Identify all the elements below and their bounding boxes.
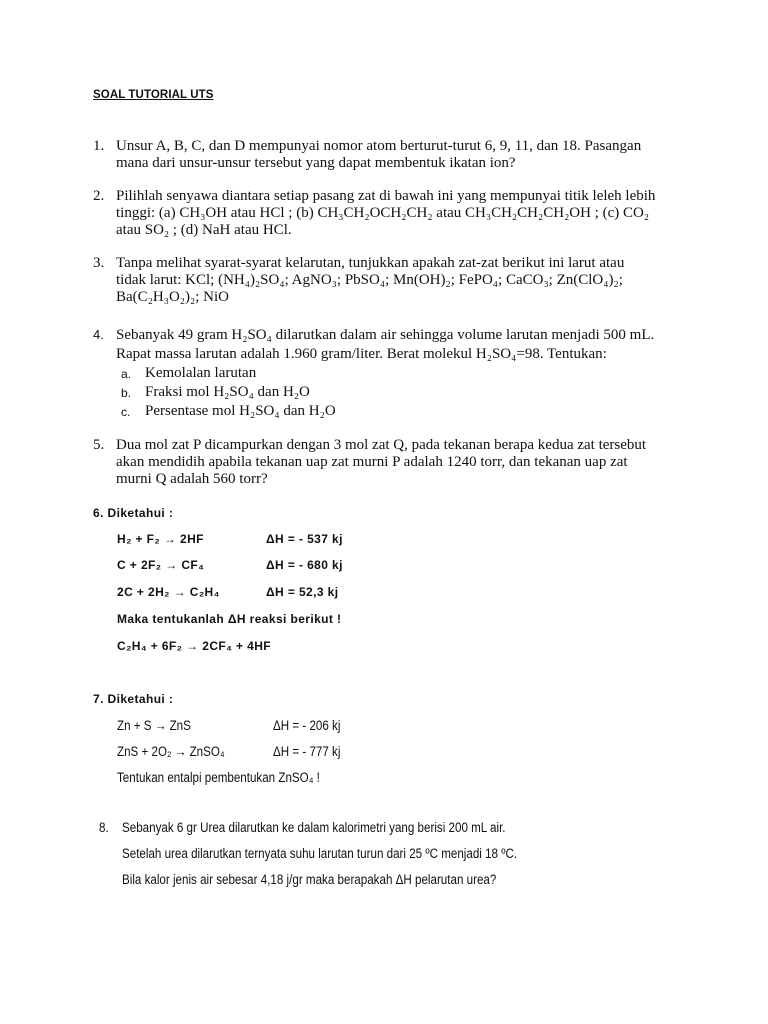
question-3 bbox=[93, 255, 683, 306]
question-number: 8. bbox=[99, 820, 109, 835]
question-number: 4. bbox=[93, 327, 104, 342]
page-title: SOAL TUTORIAL UTS bbox=[93, 89, 214, 101]
question-text: Sebanyak 6 gr Urea dilarutkan ke dalam kalorimetri yang berisi 200 mL air. bbox=[122, 820, 506, 835]
enthalpy-value: ΔH = - 537 kj bbox=[266, 532, 343, 546]
question-5 bbox=[93, 437, 683, 488]
enthalpy-value: ΔH = 52,3 kj bbox=[266, 585, 339, 599]
question-number: 5. bbox=[93, 437, 105, 453]
sub-item-a bbox=[121, 364, 683, 383]
sub-item-label: c. bbox=[121, 405, 131, 419]
question-text: akan mendidih apabila tekanan uap zat murni P adalah 1240 torr, dan tekanan uap zat bbox=[116, 454, 628, 470]
question-text: Tentukan entalpi pembentukan ZnSO₄ ! bbox=[117, 770, 320, 785]
reaction-equation: 2C + 2H₂ → C₂H₄ bbox=[117, 585, 220, 599]
question-text: Bila kalor jenis air sebesar 4,18 j/gr maka berapakah ΔH pelarutan urea? bbox=[122, 872, 497, 887]
question-2 bbox=[93, 188, 683, 239]
enthalpy-value: ΔH = - 777 kj bbox=[273, 744, 341, 759]
question-text: Unsur A, B, C, dan D mempunyai nomor atom berturut-turut 6, 9, 11, dan 18. Pasangan bbox=[116, 138, 642, 154]
question-text: Sebanyak 49 gram H₂SO₄ dilarutkan dalam air sehingga volume larutan menjadi 500 mL. bbox=[116, 327, 655, 343]
question-text: tidak larut: KCl; (NH₄)₂SO₄; AgNO₃; PbSO₄; Mn(OH)₂; FePO₄; CaCO₃; Zn(ClO₄)₂; bbox=[116, 272, 623, 288]
sub-item-c bbox=[121, 402, 683, 421]
question-header: 6. Diketahui : bbox=[93, 506, 174, 520]
question-number: 3. bbox=[93, 255, 105, 271]
question-text: atau SO₂ ; (d) NaH atau HCl. bbox=[116, 222, 292, 238]
question-text: Setelah urea dilarutkan ternyata suhu larutan turun dari 25 ºC menjadi 18 ºC. bbox=[122, 846, 518, 861]
reaction-equation: C + 2F₂ → CF₄ bbox=[117, 558, 205, 572]
sub-item-text: Kemolalan larutan bbox=[145, 365, 257, 381]
sub-item-b bbox=[121, 383, 683, 402]
reaction-equation: ZnS + 2O₂ → ZnSO₄ bbox=[117, 744, 225, 759]
question-4 bbox=[93, 326, 683, 421]
question-number: 2. bbox=[93, 188, 105, 204]
sub-item-text: Persentase mol H₂SO₄ dan H₂O bbox=[145, 403, 336, 419]
question-text: Dua mol zat P dicampurkan dengan 3 mol zat Q, pada tekanan berapa kedua zat tersebut bbox=[116, 437, 647, 453]
question-header: 7. Diketahui : bbox=[93, 692, 174, 706]
question-number: 1. bbox=[93, 138, 105, 154]
question-text: tinggi: (a) CH₃OH atau HCl ; (b) CH₃CH₂OCH₂CH₂ atau CH₃CH₂CH₂CH₂OH ; (c) CO₂ bbox=[116, 205, 650, 221]
question-text: Tanpa melihat syarat-syarat kelarutan, tunjukkan apakah zat-zat berikut ini larut atau bbox=[116, 255, 625, 271]
reaction-equation: Zn + S → ZnS bbox=[117, 718, 191, 733]
reaction-equation: H₂ + F₂ → 2HF bbox=[117, 532, 204, 546]
sub-item-text: Fraksi mol H₂SO₄ dan H₂O bbox=[145, 384, 310, 400]
question-text: mana dari unsur-unsur tersebut yang dapat membentuk ikatan ion? bbox=[116, 155, 516, 171]
enthalpy-value: ΔH = - 680 kj bbox=[266, 558, 343, 572]
target-reaction: C₂H₄ + 6F₂ → 2CF₄ + 4HF bbox=[117, 639, 271, 653]
sub-item-label: b. bbox=[121, 386, 132, 400]
question-text: murni Q adalah 560 torr? bbox=[116, 471, 268, 487]
question-1 bbox=[93, 138, 683, 172]
question-text: Ba(C₂H₃O₂)₂; NiO bbox=[116, 289, 229, 305]
question-text: Maka tentukanlah ΔH reaksi berikut ! bbox=[117, 612, 342, 626]
enthalpy-value: ΔH = - 206 kj bbox=[273, 718, 341, 733]
question-text: Pilihlah senyawa diantara setiap pasang zat di bawah ini yang mempunyai titik leleh lebih bbox=[116, 188, 656, 204]
sub-item-label: a. bbox=[121, 367, 132, 381]
question-text: Rapat massa larutan adalah 1.960 gram/liter. Berat molekul H₂SO₄=98. Tentukan: bbox=[116, 346, 607, 362]
